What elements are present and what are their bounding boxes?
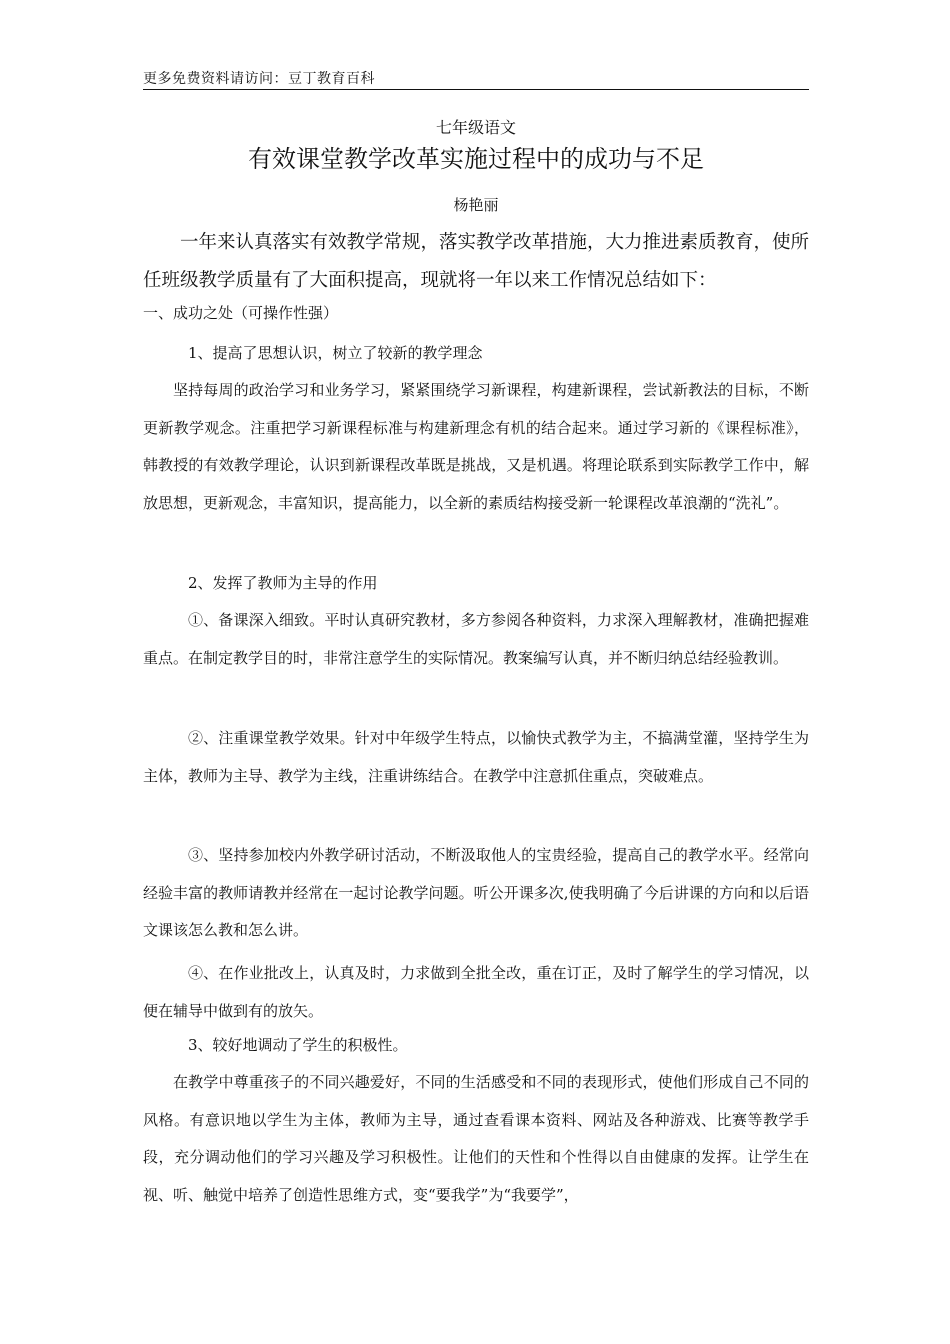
section-heading-successes: 一、成功之处（可操作性强） [143, 304, 339, 322]
item2-point1-paragraph: ①、备课深入细致。平时认真研究教材，多方参阅各种资料，力求深入理解教材，准确把握难重点。在制定教学目的时，非常注意学生的实际情况。教案编写认真，并不断归纳总结经验教训。 [143, 611, 809, 667]
item3-paragraph: 在教学中尊重孩子的不同兴趣爱好，不同的生活感受和不同的表现形式，使他们形成自己不同的风格。有意识地以学生为主体，教师为主导，通过查看课本资料、网站及各种游戏、比赛等教学手段，充分调动他们的学习兴趣及学习积极性。让他们的天性和个性得以自由健康的发挥。让学生在视、听、触觉中培养了创造性思维方式，变“要我学”为“我要学”， [143, 1073, 809, 1204]
header-rule [143, 89, 809, 90]
document-subject: 七年级语文 [435, 118, 516, 137]
item3-heading: 3、较好地调动了学生的积极性。 [188, 1036, 408, 1054]
item2-heading: 2、发挥了教师为主导的作用 [188, 574, 378, 592]
document-author: 杨艳丽 [453, 196, 499, 214]
intro-paragraph: 一年来认真落实有效教学常规，落实教学改革措施，大力推进素质教育，使所任班级教学质量有了大面积提高，现就将一年以来工作情况总结如下： [143, 232, 810, 291]
item2-point4-paragraph: ④、在作业批改上，认真及时，力求做到全批全改，重在订正，及时了解学生的学习情况，以便在辅导中做到有的放矢。 [143, 964, 809, 1020]
item2-point3-paragraph: ③、坚持参加校内外教学研讨活动，不断汲取他人的宝贵经验，提高自己的教学水平。经常向经验丰富的教师请教并经常在一起讨论教学问题。听公开课多次,使我明确了今后讲课的方向和以后语文课该怎么教和怎么讲。 [143, 846, 809, 939]
document-title: 有效课堂教学改革实施过程中的成功与不足 [248, 145, 704, 173]
item1-paragraph: 坚持每周的政治学习和业务学习，紧紧围绕学习新课程，构建新课程，尝试新教法的目标，不断更新教学观念。注重把学习新课程标准与构建新理念有机的结合起来。通过学习新的《课程标准》，韩教授的有效教学理论，认识到新课程改革既是挑战，又是机遇。将理论联系到实际教学工作中，解放思想，更新观念，丰富知识，提高能力，以全新的素质结构接受新一轮课程改革浪潮的“洗礼”。 [143, 381, 809, 512]
item2-point2-paragraph: ②、注重课堂教学效果。针对中年级学生特点，以愉快式教学为主，不搞满堂灌，坚持学生为主体，教师为主导、教学为主线，注重讲练结合。在教学中注意抓住重点，突破难点。 [143, 729, 809, 785]
page-header: 更多免费资料请访问：豆丁教育百科 [143, 71, 375, 87]
item1-heading: 1、提高了思想认识，树立了较新的教学理念 [188, 344, 483, 362]
